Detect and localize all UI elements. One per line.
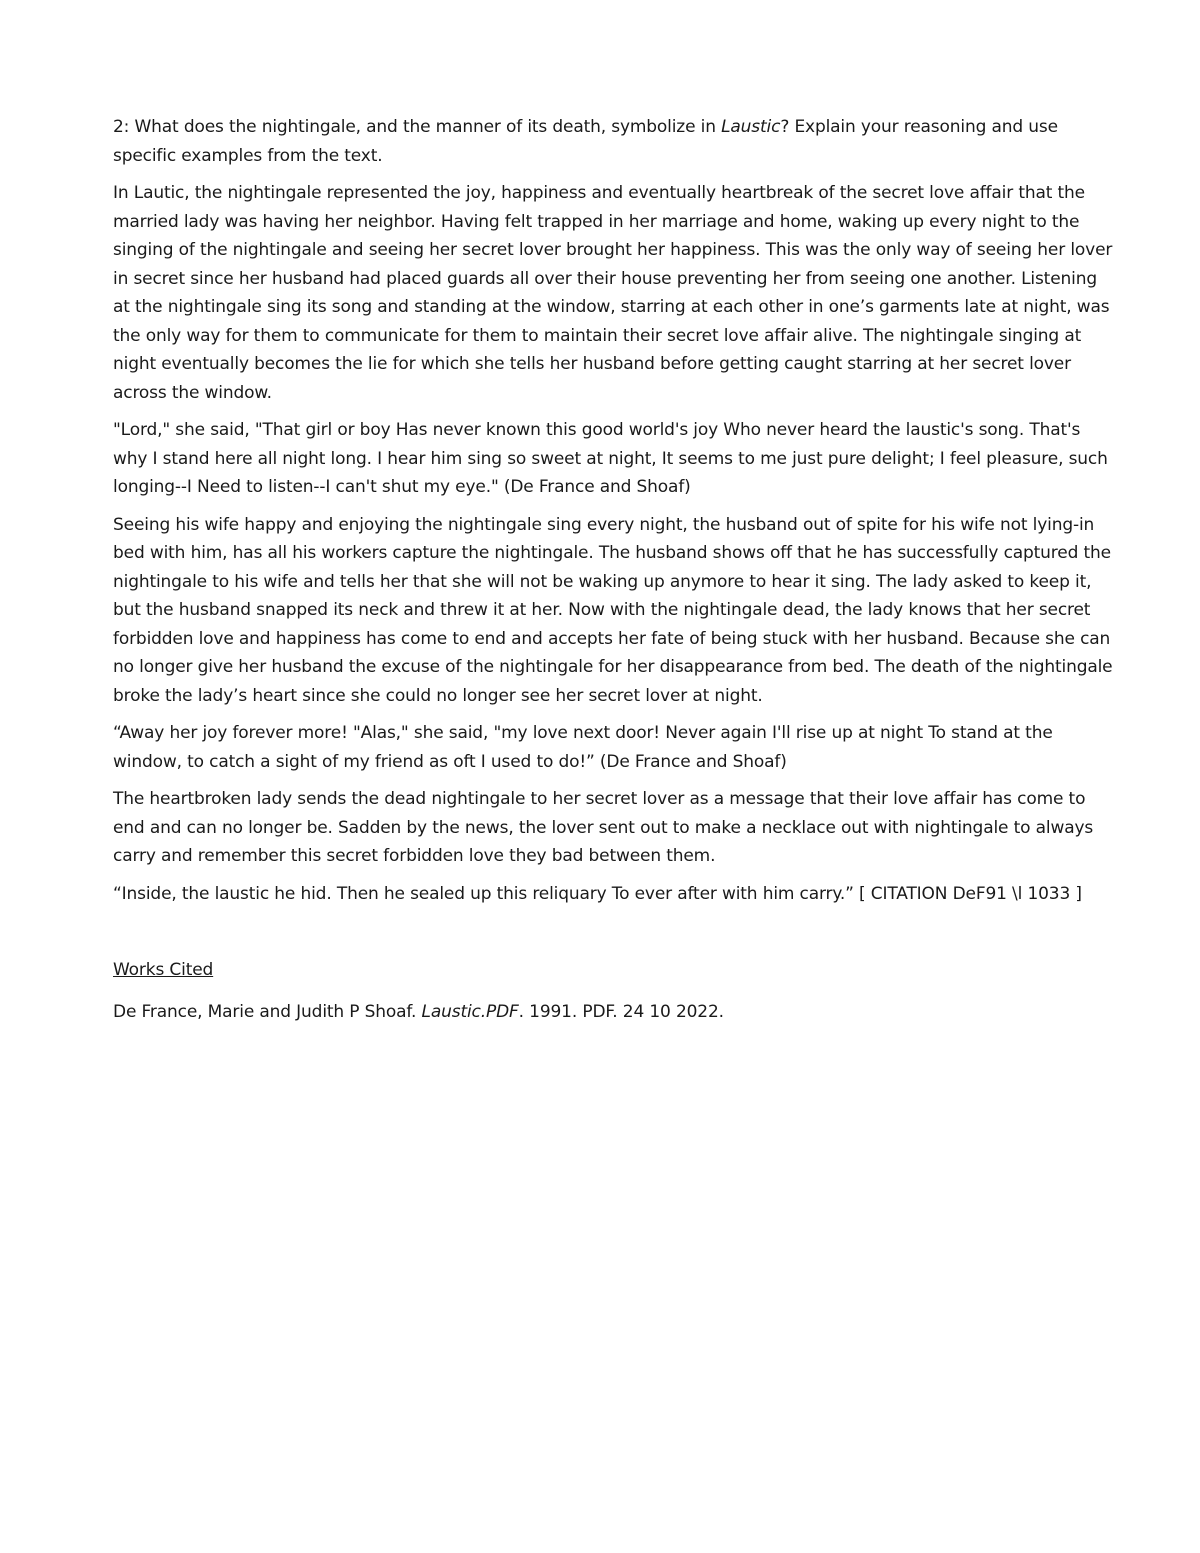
question-text-before-title: What does the nightingale, and the manner of its death, symbolize in — [129, 117, 722, 137]
quote-inside: “Inside, the laustic he hid. Then he sealed up this reliquary To ever after with him carry.” [ CITATION DeF91 \l 1033 ] — [113, 883, 1082, 904]
quote-lord: "Lord," she said, "That girl or boy Has never known this good world's joy Who never heard the laustic's song. That's why I stand here all night long. I hear him sing so sweet at night, It seems to me just pure delight; I feel pleasure, such longing--I Need to listen--I can't shut my eye." (De France and Shoaf) — [113, 420, 1108, 497]
paragraph-heartbroken: The heartbroken lady sends the dead nightingale to her secret lover as a message that their love affair has come to end and can no longer be. Sadden by the news, the lover sent out to make a necklace out with nightingale to always carry and remember this secret forbidden love they bad between them. — [113, 789, 1094, 866]
question-text-after-title: ? Explain your reasoning and use specific examples from the text. — [113, 117, 1058, 166]
document-page — [113, 113, 1113, 1035]
paragraph-symbolism: In Lautic, the nightingale represented the joy, happiness and eventually heartbreak of the secret love affair that the married lady was having her neighbor. Having felt trapped in her marriage and home, waking up every night to the singing of the nightingale and seeing her secret lover brought her happiness. This was the only way of seeing her lover in secret since her husband had placed guards all over their house preventing her from seeing one another. Listening at the nightingale sing its song and standing at the window, starring at each other in one’s garments late at night, was the only way for them to communicate for them to maintain their secret love affair alive. The nightingale singing at night eventually becomes the lie for which she tells her husband before getting caught starring at her secret lover across the window. — [113, 183, 1113, 403]
works-cited-details: . 1991. PDF. 24 10 2022. — [518, 1001, 724, 1022]
question-title: Laustic — [721, 117, 781, 137]
works-cited-heading: Works Cited — [113, 960, 214, 980]
quote-away-her-joy: “Away her joy forever more! "Alas," she said, "my love next door! Never again I'll rise up at night To stand at the window, to catch a sight of my friend as oft I used to do!” (De France and Shoaf) — [113, 723, 1053, 772]
works-cited-entry — [113, 998, 1113, 1027]
question-number: 2: — [113, 117, 130, 137]
paragraph-husband: Seeing his wife happy and enjoying the nightingale sing every night, the husband out of spite for his wife not lying-in bed with him, has all his workers capture the nightingale. The husband shows off that he has successfully captured the nightingale to his wife and tells her that she will not be waking up anymore to hear it sing. The lady asked to keep it, but the husband snapped its neck and threw it at her. Now with the nightingale dead, the lady knows that her secret forbidden love and happiness has come to end and accepts her fate of being stuck with her husband. Because she can no longer give her husband the excuse of the nightingale for her disappearance from bed. The death of the nightingale broke the lady’s heart since she could no longer see her secret lover at night. — [113, 514, 1113, 706]
works-cited-authors: De France, Marie and Judith P Shoaf. — [113, 1001, 422, 1022]
question-prompt — [113, 113, 1113, 170]
works-cited-title: Laustic.PDF — [421, 1001, 519, 1022]
